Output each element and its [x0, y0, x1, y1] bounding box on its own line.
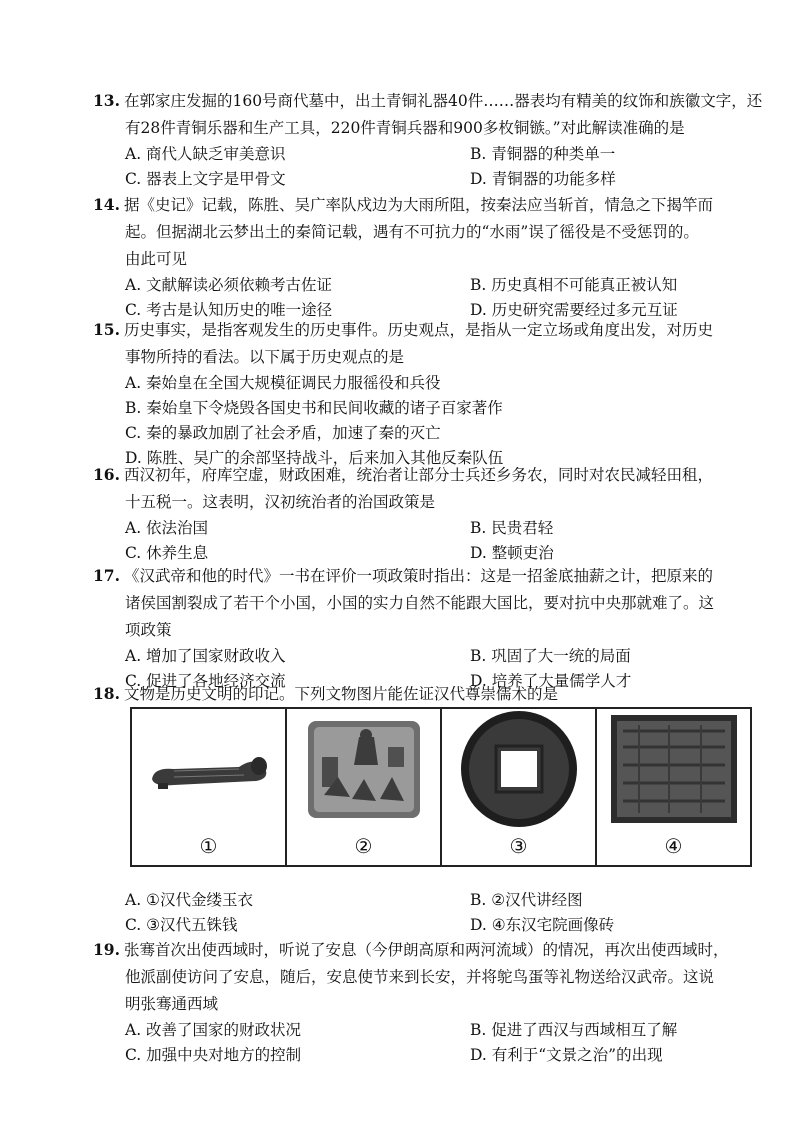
option-b[interactable]: B. 民贵君轻	[470, 519, 554, 537]
option-c[interactable]: C. 促进了各地经济交流	[125, 672, 286, 690]
option-c[interactable]: C. 考古是认知历史的唯一途径	[125, 301, 333, 319]
jade-burial-suit-image	[132, 709, 285, 829]
figure-2	[287, 709, 442, 865]
question-number: 14.	[93, 195, 120, 214]
option-c[interactable]: C. 器表上文字是甲骨文	[125, 170, 286, 188]
options-row	[93, 273, 783, 298]
option-c[interactable]: C. ③汉代五铢钱	[125, 916, 238, 934]
option-d[interactable]: D. ④东汉宅院画像砖	[470, 916, 615, 934]
option-a[interactable]: A. ①汉代金缕玉衣	[125, 891, 253, 909]
figure-label: ①	[199, 834, 218, 858]
figure-1	[132, 709, 287, 865]
option-a[interactable]: A. 改善了国家的财政状况	[125, 1021, 302, 1039]
stem-line: 由此可见	[125, 250, 188, 268]
options-row	[93, 516, 783, 541]
stem-line: 《汉武帝和他的时代》一书在评价一项政策时指出：这是一招釜底抽薪之计，把原来的	[123, 567, 713, 585]
lecture-scene-image	[287, 709, 440, 829]
question-stem	[93, 87, 783, 115]
question-number: 19.	[93, 940, 120, 959]
question-16	[93, 461, 783, 566]
options-row	[93, 644, 783, 669]
figure-label: ④	[664, 834, 683, 858]
option-c[interactable]: C. 休养生息	[125, 544, 209, 562]
option-b[interactable]: B. ②汉代讲经图	[470, 891, 583, 909]
wuzhu-coin-image	[442, 709, 595, 829]
options-row	[93, 1018, 783, 1043]
stem-line: 西汉初年，府库空虚，财政困难，统治者让部分士兵还乡务农，同时对农民减轻田租，	[123, 466, 713, 484]
question-15	[93, 316, 783, 471]
option-d[interactable]: D. 陈胜、吴广的余部坚持战斗，后来加入其他反秦队伍	[125, 449, 504, 467]
stem-line: 十五税一。这表明，汉初统治者的治国政策是	[125, 493, 436, 511]
option-b[interactable]: B. 促进了西汉与西域相互了解	[470, 1021, 678, 1039]
option-a[interactable]: A. 增加了国家财政收入	[125, 647, 286, 665]
options-row	[93, 167, 783, 192]
lecture-brick-icon	[304, 717, 424, 822]
stem-line: 据《史记》记载，陈胜、吴广率队戍边为大雨所阻，按秦法应当斩首，情急之下揭竿而	[123, 196, 713, 214]
stem-line: 文物是历史文明的印记。下列文物图片能佐证汉代尊崇儒术的是	[123, 685, 558, 703]
options-row	[93, 142, 783, 167]
figure-label: ③	[509, 834, 528, 858]
question-number: 15.	[93, 320, 120, 339]
question-13	[93, 87, 783, 192]
figure-label: ②	[354, 834, 373, 858]
question-number: 18.	[93, 684, 120, 703]
options-column	[93, 371, 783, 471]
question-number: 13.	[93, 91, 120, 110]
stem-line: 明张骞通西域	[125, 995, 219, 1013]
artifact-figures	[130, 707, 752, 867]
question-number: 17.	[93, 566, 120, 585]
courtyard-brick-image	[597, 709, 750, 829]
option-d[interactable]: D. 整顿吏治	[470, 544, 554, 562]
stem-line: 诸侯国割裂成了若干个小国，小国的实力自然不能跟大国比，要对抗中央那就难了。这	[125, 594, 715, 612]
options-row	[93, 913, 783, 938]
option-d[interactable]: D. 培养了大量儒学人才	[470, 672, 632, 690]
option-b[interactable]: B. 秦始皇下令烧毁各国史书和民间收藏的诸子百家著作	[125, 399, 503, 417]
question-18-options	[93, 888, 783, 938]
options-row	[93, 1043, 783, 1068]
stem-line: 张骞首次出使西域时，听说了安息（今伊朗高原和两河流域）的情况，再次出使西域时，	[123, 941, 729, 959]
stem-line: 历史事实，是指客观发生的历史事件。历史观点，是指从一定立场或角度出发，对历史	[123, 321, 713, 339]
figure-3	[442, 709, 597, 865]
coin-icon	[458, 708, 580, 830]
option-a[interactable]: A. 商代人缺乏审美意识	[125, 145, 286, 163]
stem-line: 项政策	[125, 621, 172, 639]
option-b[interactable]: B. 历史真相不可能真正被认知	[470, 276, 678, 294]
question-17	[93, 562, 783, 694]
option-b[interactable]: B. 巩固了大一统的局面	[470, 647, 631, 665]
brick-relief-icon	[609, 713, 739, 825]
stem-line: 事物所持的看法。以下属于历史观点的是	[125, 348, 405, 366]
stem-line: 在郭家庄发掘的160号商代墓中，出土青铜礼器40件……器表均有精美的纹饰和族徽文字，还	[123, 92, 763, 110]
option-c[interactable]: C. 秦的暴政加剧了社会矛盾，加速了秦的灭亡	[125, 424, 441, 442]
question-number: 16.	[93, 465, 120, 484]
option-d[interactable]: D. 青铜器的功能多样	[470, 170, 616, 188]
figure-4	[597, 709, 750, 865]
options-row	[93, 888, 783, 913]
option-d[interactable]: D. 有利于“文景之治”的出现	[470, 1046, 663, 1064]
question-18	[93, 680, 783, 708]
jade-suit-icon	[144, 739, 274, 799]
option-a[interactable]: A. 依法治国	[125, 519, 209, 537]
stem-line: 起。但据湖北云梦出土的秦简记载，遇有不可抗力的“水雨”误了徭役是不受惩罚的。	[125, 223, 699, 241]
question-19	[93, 936, 783, 1068]
stem-line: 他派副使访问了安息，随后，安息使节来到长安，并将鸵鸟蛋等礼物送给汉武帝。这说	[125, 968, 715, 986]
question-14	[93, 191, 783, 323]
option-b[interactable]: B. 青铜器的种类单一	[470, 145, 616, 163]
option-c[interactable]: C. 加强中央对地方的控制	[125, 1046, 302, 1064]
option-a[interactable]: A. 秦始皇在全国大规模征调民力服徭役和兵役	[125, 374, 441, 392]
option-d[interactable]: D. 历史研究需要经过多元互证	[470, 301, 678, 319]
stem-line: 有28件青铜乐器和生产工具，220件青铜兵器和900多枚铜镞。”对此解读准确的是	[125, 119, 685, 137]
option-a[interactable]: A. 文献解读必须依赖考古佐证	[125, 276, 333, 294]
